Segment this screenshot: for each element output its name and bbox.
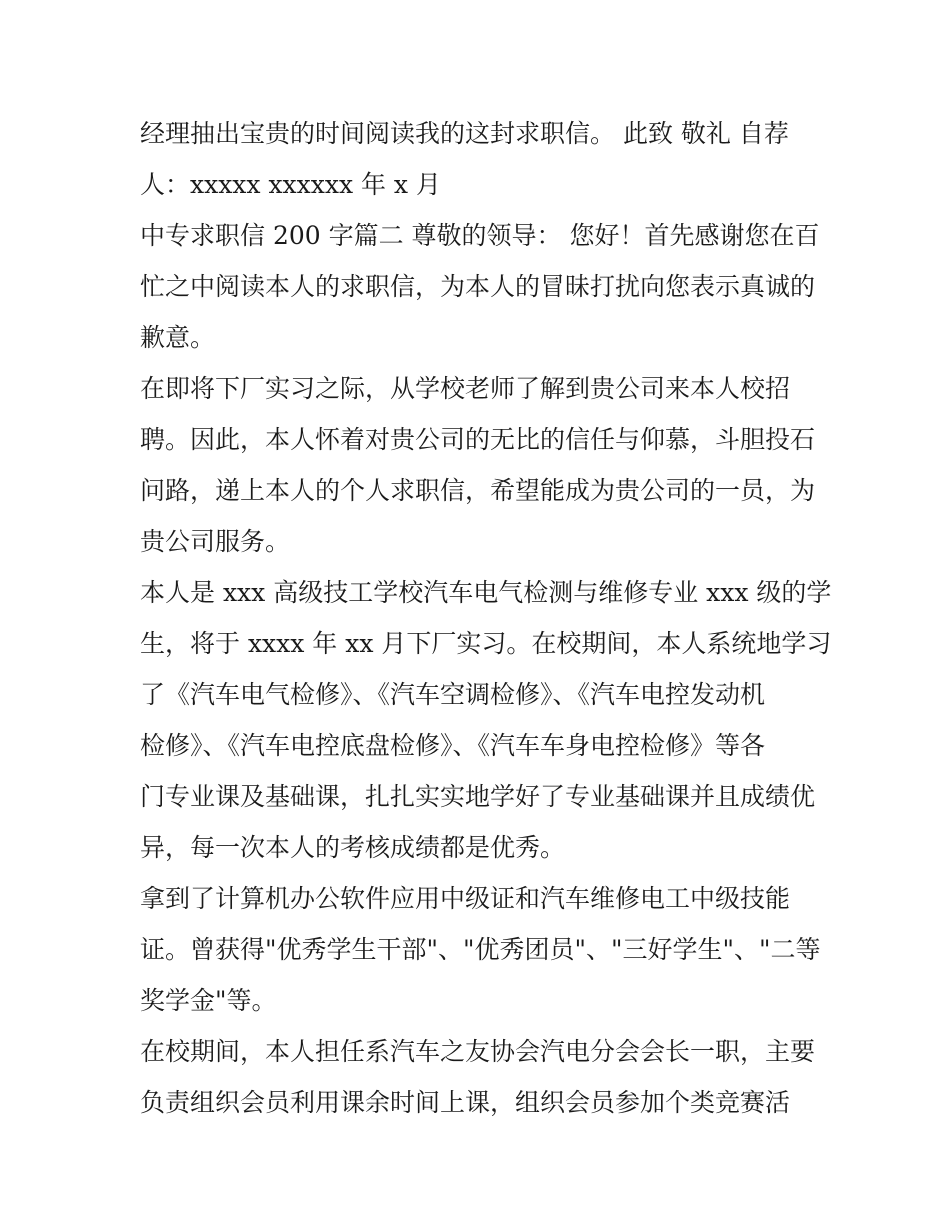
text-line: 贵公司服务。 — [140, 527, 291, 556]
text-line: 异，每一次本人的考核成绩都是优秀。 — [140, 833, 566, 862]
text-line: 经理抽出宝贵的时间阅读我的这封求职信。 此致 敬礼 自荐 — [140, 119, 789, 148]
text-line: 检修》、《汽车电控底盘检修》、《汽车车身电控检修》等各 — [140, 731, 766, 760]
text-line: 本人是 xxx 高级技工学校汽车电气检测与维修专业 xxx 级的学 — [140, 578, 832, 607]
text-line: 在校期间，本人担任系汽车之友协会汽电分会会长一职，主要 — [140, 1037, 816, 1066]
text-line: 忙之中阅读本人的求职信，为本人的冒昧打扰向您表示真诚的 — [140, 272, 816, 301]
text-line: 问路，递上本人的个人求职信，希望能成为贵公司的一员，为 — [140, 476, 816, 505]
text-line: 歉意。 — [140, 323, 216, 352]
text-line: 门专业课及基础课，扎扎实实地学好了专业基础课并且成绩优 — [140, 782, 816, 811]
text-line: 拿到了计算机办公软件应用中级证和汽车维修电工中级技能 — [140, 884, 791, 913]
text-line: 人：xxxxx xxxxxx 年 x 月 — [140, 170, 441, 199]
text-line: 负责组织会员利用课余时间上课，组织会员参加个类竞赛活 — [140, 1088, 791, 1117]
text-line: 生，将于 xxxx 年 xx 月下厂实习。在校期间，本人系统地学习 — [140, 629, 832, 658]
document-body — [140, 108, 832, 1128]
text-line: 在即将下厂实习之际，从学校老师了解到贵公司来本人校招 — [140, 374, 791, 403]
text-line: 了《汽车电气检修》、《汽车空调检修》、《汽车电控发动机 — [140, 680, 766, 709]
text-line: 奖学金"等。 — [140, 986, 277, 1015]
text-line: 中专求职信 200 字篇二 尊敬的领导： 您好！首先感谢您在百 — [140, 221, 820, 250]
text-line: 聘。因此，本人怀着对贵公司的无比的信任与仰慕，斗胆投石 — [140, 425, 816, 454]
text-line: 证。曾获得"优秀学生干部"、"优秀团员"、"三好学生"、"二等 — [140, 935, 821, 964]
